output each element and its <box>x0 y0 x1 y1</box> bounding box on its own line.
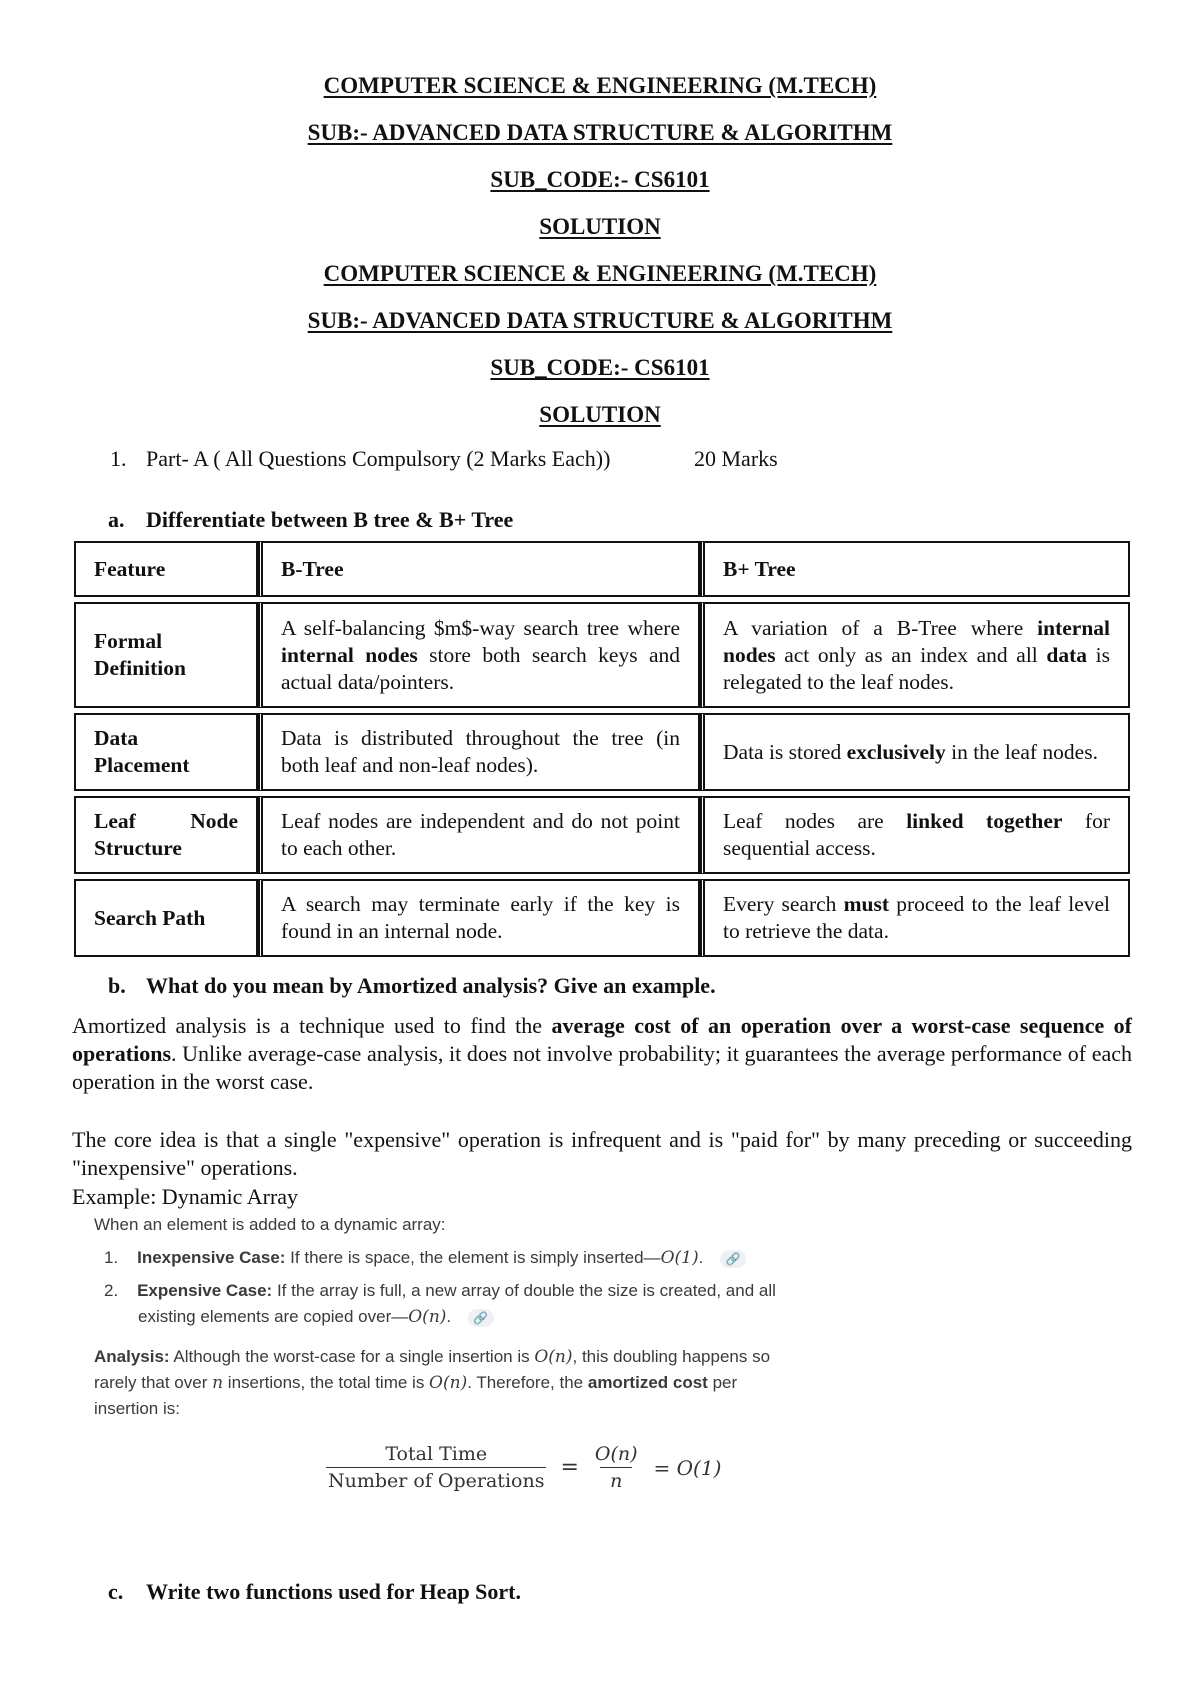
link-icon[interactable]: 🔗 <box>468 1309 494 1327</box>
header-subject-code: SUB_CODE:- CS6101 <box>490 167 710 192</box>
question-b-text: What do you mean by Amortized analysis? Give an example. <box>146 973 716 998</box>
feature-cell: Data Placement <box>74 713 258 791</box>
btree-cell: Leaf nodes are independent and do not point to each other. <box>258 796 700 874</box>
header-department: COMPUTER SCIENCE & ENGINEERING (M.TECH) <box>323 73 877 98</box>
header-subject-code: SUB_CODE:- CS6101 <box>490 355 710 380</box>
bplus-cell: Data is stored exclusively in the leaf nodes. <box>700 713 1130 791</box>
analysis-line-3: insertion is: <box>94 1399 180 1418</box>
bplus-cell: A variation of a B-Tree where internal nodes act only as an index and all data is relegated to the leaf nodes. <box>700 602 1130 708</box>
analysis-line-1: Analysis: Although the worst-case for a single insertion is O(n), this doubling happens so <box>94 1347 771 1367</box>
header-department: COMPUTER SCIENCE & ENGINEERING (M.TECH) <box>323 261 877 286</box>
example-item-1: 1. Inexpensive Case: If there is space, the element is simply inserted—O(1). 🔗 <box>104 1245 746 1271</box>
formula-right-numerator: O(n) <box>594 1443 638 1465</box>
example-intro: When an element is added to a dynamic array: <box>94 1215 446 1234</box>
question-a-letter: a. <box>108 507 125 532</box>
formula-equals: = <box>560 1455 579 1480</box>
btree-cell: Data is distributed throughout the tree (in both leaf and non-leaf nodes). <box>258 713 700 791</box>
table-row <box>74 796 1130 874</box>
header-solution: SOLUTION <box>539 402 661 427</box>
amortized-formula <box>326 1443 721 1492</box>
core-idea-paragraph: The core idea is that a single "expensive" operation is infrequent and is "paid for" by many preceding or succeeding "inexpensive" operations. <box>72 1127 1132 1180</box>
formula-result: = O(1) <box>653 1455 722 1480</box>
header-solution: SOLUTION <box>539 214 661 239</box>
table-header-row <box>74 541 1130 597</box>
example-title: Example: Dynamic Array <box>72 1184 299 1209</box>
comparison-table <box>74 536 1130 962</box>
feature-cell: Leaf Node Structure <box>74 796 258 874</box>
part-number: 1. <box>110 446 127 471</box>
feature-cell: Search Path <box>74 879 258 957</box>
table-header-cell: B+ Tree <box>700 541 1130 597</box>
part-marks: 20 Marks <box>694 446 778 471</box>
formula-right-denominator: n <box>600 1467 632 1492</box>
header-subject: SUB:- ADVANCED DATA STRUCTURE & ALGORITHM <box>307 120 893 145</box>
link-icon[interactable]: 🔗 <box>720 1250 746 1268</box>
header-subject: SUB:- ADVANCED DATA STRUCTURE & ALGORITHM <box>307 308 893 333</box>
feature-cell: Formal Definition <box>74 602 258 708</box>
part-label: Part- A ( All Questions Compulsory (2 Marks Each)) <box>146 446 611 471</box>
question-b-letter: b. <box>108 973 126 998</box>
table-header-cell: Feature <box>74 541 258 597</box>
question-c-text: Write two functions used for Heap Sort. <box>146 1579 522 1604</box>
question-a-text: Differentiate between B tree & B+ Tree <box>146 507 514 532</box>
btree-cell: A self-balancing $m$-way search tree where internal nodes store both search keys and actual data/pointers. <box>258 602 700 708</box>
example-item-2-cont: existing elements are copied over—O(n). 🔗 <box>138 1304 494 1330</box>
table-row <box>74 602 1130 708</box>
table-row <box>74 713 1130 791</box>
amortized-definition: Amortized analysis is a technique used to find the average cost of an operation over a worst-case sequence of operations. Unlike average-case analysis, it does not involve probability; it guarantees the average performance of each operation in the worst case. <box>72 1013 1133 1094</box>
formula-denominator: Number of Operations <box>326 1467 546 1492</box>
question-c-letter: c. <box>108 1579 124 1604</box>
bplus-cell: Leaf nodes are linked together for sequential access. <box>700 796 1130 874</box>
bplus-cell: Every search must proceed to the leaf level to retrieve the data. <box>700 879 1130 957</box>
example-item-2: 2. Expensive Case: If the array is full, a new array of double the size is created, and all <box>104 1281 776 1300</box>
table-header-cell: B-Tree <box>258 541 700 597</box>
analysis-line-2: rarely that over n insertions, the total time is O(n). Therefore, the amortized cost per <box>94 1373 738 1393</box>
btree-cell: A search may terminate early if the key is found in an internal node. <box>258 879 700 957</box>
table-row <box>74 879 1130 957</box>
formula-numerator: Total Time <box>385 1443 488 1465</box>
